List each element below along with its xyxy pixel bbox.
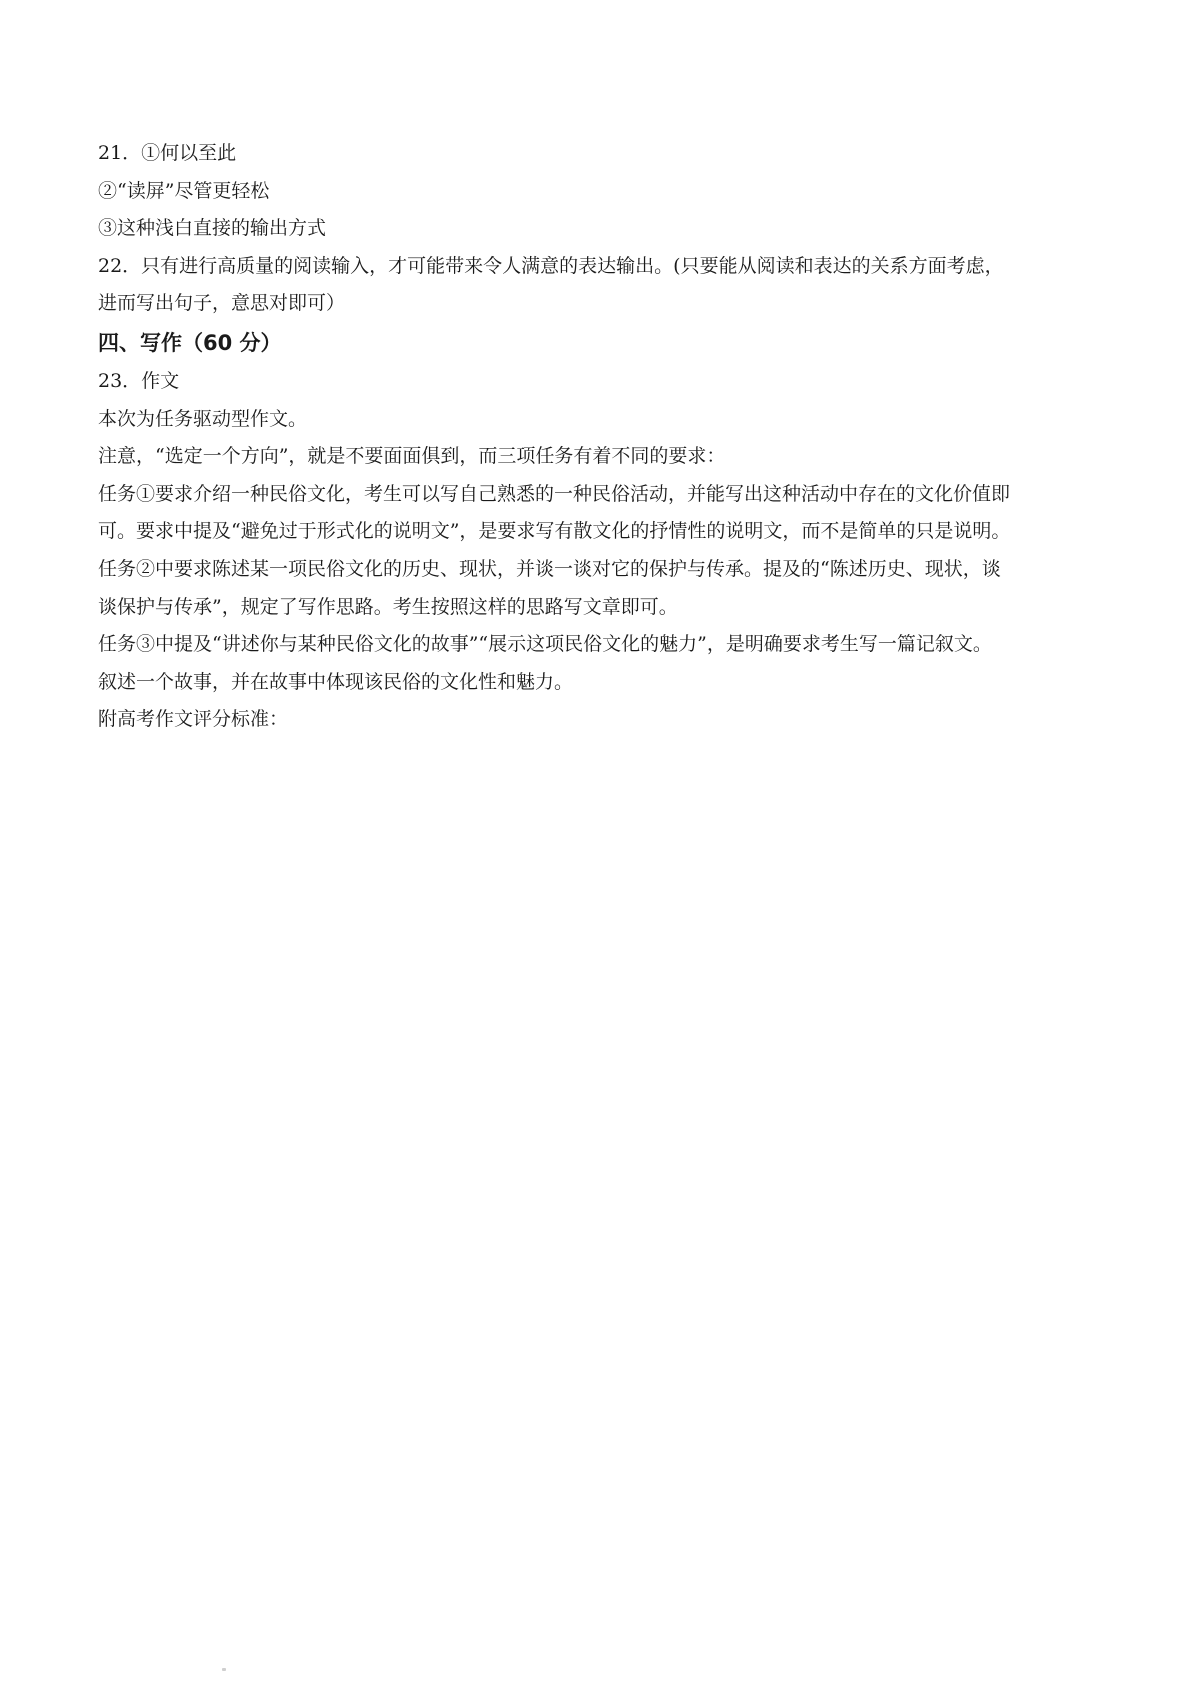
essay-note-line: 本次为任务驱动型作文。: [98, 407, 308, 430]
q22-answer-line-1: 22．只有进行高质量的阅读输入，才可能带来令人满意的表达输出。(只要能从阅读和表达的关系方面考虑，: [98, 254, 1004, 277]
footer-dot-mark: [222, 1668, 226, 1671]
q23-title: 23．作文: [98, 369, 180, 392]
essay-note-line: 注意，“选定一个方向”，就是不要面面俱到，而三项任务有着不同的要求：: [98, 445, 726, 468]
section-4-heading: 四、写作（60 分）: [98, 330, 282, 355]
q22-answer-line-2: 进而写出句子，意思对即可）: [98, 292, 346, 315]
essay-note-line: 可。要求中提及“避免过于形式化的说明文”，是要求写有散文化的抒情性的说明文，而不是简单的只是说明。: [98, 520, 1011, 543]
essay-note-line: 任务③中提及“讲述你与某种民俗文化的故事”“展示这项民俗文化的魅力”，是明确要求考生写一篇记叙文。: [98, 633, 992, 656]
essay-note-line: 谈保护与传承”，规定了写作思路。考生按照这样的思路写文章即可。: [98, 595, 678, 618]
q21-answer-line-1: 21．①何以至此: [98, 142, 237, 164]
answer-content: [98, 135, 1113, 739]
q21-answer-line-2: ②“读屏”尽管更轻松: [98, 179, 270, 202]
q21-answer-line-3: ③这种浅白直接的输出方式: [98, 217, 327, 240]
essay-note-line: 叙述一个故事，并在故事中体现该民俗的文化性和魅力。: [98, 670, 574, 693]
essay-note-line: 任务①要求介绍一种民俗文化，考生可以写自己熟悉的一种民俗活动，并能写出这种活动中存在的文化价值即: [98, 482, 1011, 505]
essay-note-line: 任务②中要求陈述某一项民俗文化的历史、现状，并谈一谈对它的保护与传承。提及的“陈述历史、现状，谈: [98, 557, 1001, 580]
essay-note-line: 附高考作文评分标准：: [98, 708, 289, 731]
